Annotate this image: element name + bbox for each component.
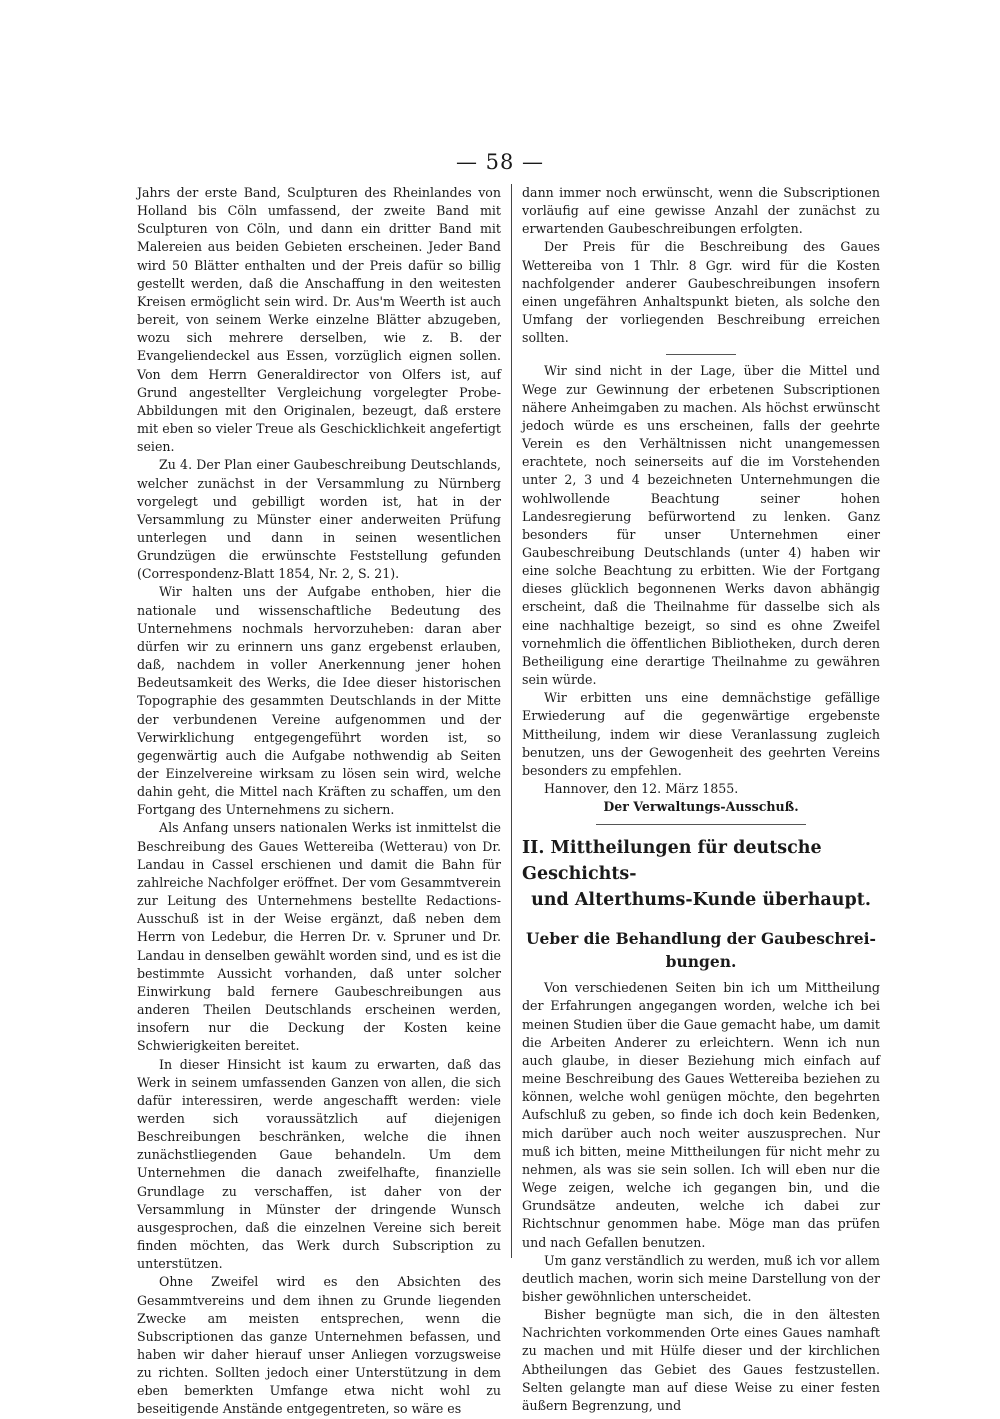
paragraph: In dieser Hinsicht ist kaum zu erwarten, daß das Werk in seinem umfassenden Ganzen von allen, die sich dafür interessiren, werde angeschafft werden: viele werden sich voraussätzlich auf diejenigen Beschreibungen beschränken, welche die ihnen zunächstliegenden Gaue behandeln. Um dem Unternehmen die danach zweifelhafte, finanzielle Grundlage zu verschaffen, ist daher von der Versammlung in Münster der dringende Wunsch ausgesprochen, daß die einzelnen Vereine sich bereit finden möchten, das Werk durch Subscription zu unterstützen. bbox=[137, 1056, 501, 1272]
article-title bbox=[522, 927, 880, 973]
section-heading-line: II. Mittheilungen für deutsche Geschichts- bbox=[522, 838, 822, 885]
paragraph: Der Preis für die Beschreibung des Gaues Wettereiba von 1 Thlr. 8 Ggr. wird für die Kosten nachfolgender anderer Gaubeschreibungen insofern einen ungefähren Anhaltspunkt bieten, als solche den Umfang der vorliegenden Beschreibung erreichen sollten. bbox=[522, 239, 880, 346]
section-heading bbox=[522, 835, 880, 913]
paragraph: Bisher begnügte man sich, die in den ältesten Nachrichten vorkommenden Orte eines Gaues namhaft zu machen und mit Hülfe dieser und der kirchlichen Abtheilungen das Gebiet des Gaues festzustellen. Selten gelangte man auf diese Weise zu einer festen äußern Begrenzung, und bbox=[522, 1307, 880, 1413]
left-column bbox=[137, 184, 501, 1419]
right-column bbox=[522, 184, 880, 1415]
paragraph: Wir halten uns der Aufgabe enthoben, hier die nationale und wissenschaftliche Bedeutung des Unternehmens nochmals hervorzuheben: daran aber dürfen wir zu erinnern uns ganz ergebenst erlauben, daß, nachdem in voller Anerkennung jener hohen Bedeutsamkeit des Werks, die Idee dieser historischen Topographie des gesammten Deutschlands in der Mitte der verbundenen Vereine aufgenommen und der Verwirklichung entgegengeführt worden ist, so gegenwärtig auch die Aufgabe nothwendig ab Seiten der Einzelvereine wirksam zu lösen sein wird, welche dahin geht, die Mittel nach Kräften zu schaffen, um den Fortgang des Unternehmens zu sichern. bbox=[137, 584, 501, 818]
article-title-line: Ueber die Behandlung der Gaubeschrei- bbox=[526, 929, 876, 949]
section-heading-line: und Alterthums-Kunde überhaupt. bbox=[531, 890, 871, 911]
column-divider bbox=[511, 184, 512, 1258]
paragraph: Um ganz verständlich zu werden, muß ich vor allem deutlich machen, worin sich meine Darstellung von der bisher gewöhnlichen unterscheidet. bbox=[522, 1252, 880, 1304]
paragraph: Wir sind nicht in der Lage, über die Mittel und Wege zur Gewinnung der erbetenen Subscriptionen nähere Anheimgaben zu machen. Als höchst erwünscht jedoch würde es uns erscheinen, falls der geehrte Verein es den Verhältnissen nicht unangemessen erachtete, noch seinerseits auf die im Vorstehenden unter 2, 3 und 4 bezeichneten Unternehmungen die wohlwollende Beachtung seiner hohen Landesregierung befürwortend zu lenken. Ganz besonders für unser Unternehmen einer Gaubeschreibung Deutschlands (unter 4) haben wir eine solche Beachtung zu erbitten. Wie der Fortgang dieses glücklich begonnenen Werks davon abhängig erscheint, daß die Theilnahme für dasselbe sich als eine nachhaltige bezeigt, so sind es ohne Zweifel vornehmlich die öffentlichen Bibliotheken, durch deren Betheiligung eine derartige Theilnahme zu gewähren sein würde. bbox=[522, 363, 880, 688]
paragraph: Jahrs der erste Band, Sculpturen des Rheinlandes von Holland bis Cöln umfassend, der zweite Band mit Sculpturen von Cöln, und dann ein dritter Band mit Malereien aus beiden Gebieten erscheinen. Jeder Band wird 50 Blätter enthalten und der Preis dafür so billig gestellt werden, daß die Anschaffung in den weitesten Kreisen ermöglicht sein wird. Dr. Aus'm Weerth ist auch bereit, von seinem Werke einzelne Blätter abzugeben, wozu sich mehrere derselben, wie z. B. der Evangeliendeckel aus Essen, vorzüglich eignen sollen. Von dem Herrn Generaldirector von Olfers ist, auf Grund angestellter Vergleichung vorgelegter Probe-Abbildungen mit den Originalen, bezeugt, daß erstere mit eben so vieler Treue als Geschicklichkeit angefertigt seien. bbox=[137, 185, 501, 455]
signature: Der Verwaltungs-Ausschuß. bbox=[603, 799, 799, 815]
article-title-line: bungen. bbox=[665, 952, 737, 972]
paragraph: Ohne Zweifel wird es den Absichten des Gesammtvereins und dem ihnen zu Grunde liegenden Zwecke am meisten entsprechen, wenn die Subscriptionen das ganze Unternehmen befassen, und haben wir daher hierauf unser Anliegen vorzugsweise zu richten. Sollten jedoch einer Unterstützung in dem eben bemerkten Umfange etwa nicht wohl zu beseitigende Anstände entgegentreten, so wäre es bbox=[137, 1274, 501, 1417]
paragraph: Zu 4. Der Plan einer Gaubeschreibung Deutschlands, welcher zunächst in der Versammlung zu Nürnberg vorgelegt und gebilligt worden ist, hat in der Versammlung zu Münster einer anderweiten Prüfung unterlegen und dann in seinen wesentlichen Grundzügen die erwünschte Feststellung gefunden (Correspondenz-Blatt 1854, Nr. 2, S. 21). bbox=[137, 457, 501, 582]
paragraph: Von verschiedenen Seiten bin ich um Mittheilung der Erfahrungen angegangen worden, welche ich bei meinen Studien über die Gaue gemacht habe, um damit die Arbeiten Anderer zu erleichtern. Wenn ich nun auch glaube, in dieser Beziehung mich einfach auf meine Beschreibung des Gaues Wettereiba beziehen zu können, welche wohl genügen möchte, den begehrten Aufschluß zu geben, so finde ich doch kein Bedenken, mich darüber auch noch weiter auszusprechen. Nur muß ich bitten, meine Mittheilungen für nicht mehr zu nehmen, als was sie sein sollen. Ich will eben nur die Wege zeigen, welche ich gegangen bin, und die Grundsätze andeuten, welche ich dabei zur Richtschnur genommen habe. Möge man das prüfen und nach Gefallen benutzen. bbox=[522, 980, 880, 1250]
page-number: — 58 — bbox=[455, 150, 545, 174]
separator-rule bbox=[666, 354, 736, 355]
dateline: Hannover, den 12. März 1855. bbox=[544, 781, 739, 796]
paragraph: dann immer noch erwünscht, wenn die Subscriptionen vorläufig auf eine gewisse Anzahl der zunächst zu erwartenden Gaubeschreibungen erfolgten. bbox=[522, 185, 880, 237]
section-separator-rule bbox=[596, 824, 806, 825]
paragraph: Als Anfang unsers nationalen Werks ist inmittelst die Beschreibung des Gaues Wettereiba (Wetterau) von Dr. Landau in Cassel erschienen und damit die Bahn für zahlreiche Nachfolger eröffnet. Der vom Gesammtverein zur Leitung des Unternehmens bestellte Redactions-Ausschuß ist in der Weise ergänzt, daß neben dem Herrn von Ledebur, die Herren Dr. v. Spruner und Dr. Landau in denselben gewählt worden sind, und es ist die bestimmte Aussicht vorhanden, daß unter solcher Einwirkung bald fernere Gaubeschreibungen aus anderen Theilen Deutschlands erscheinen werden, insofern nur die Deckung der Kosten keine Schwierigkeiten bereitet. bbox=[137, 820, 501, 1054]
paragraph: Wir erbitten uns eine demnächstige gefällige Erwiederung auf die gegenwärtige ergebenste Mittheilung, indem wir diese Veranlassung zugleich benutzen, uns der Gewogenheit des geehrten Vereins besonders zu empfehlen. bbox=[522, 690, 880, 778]
